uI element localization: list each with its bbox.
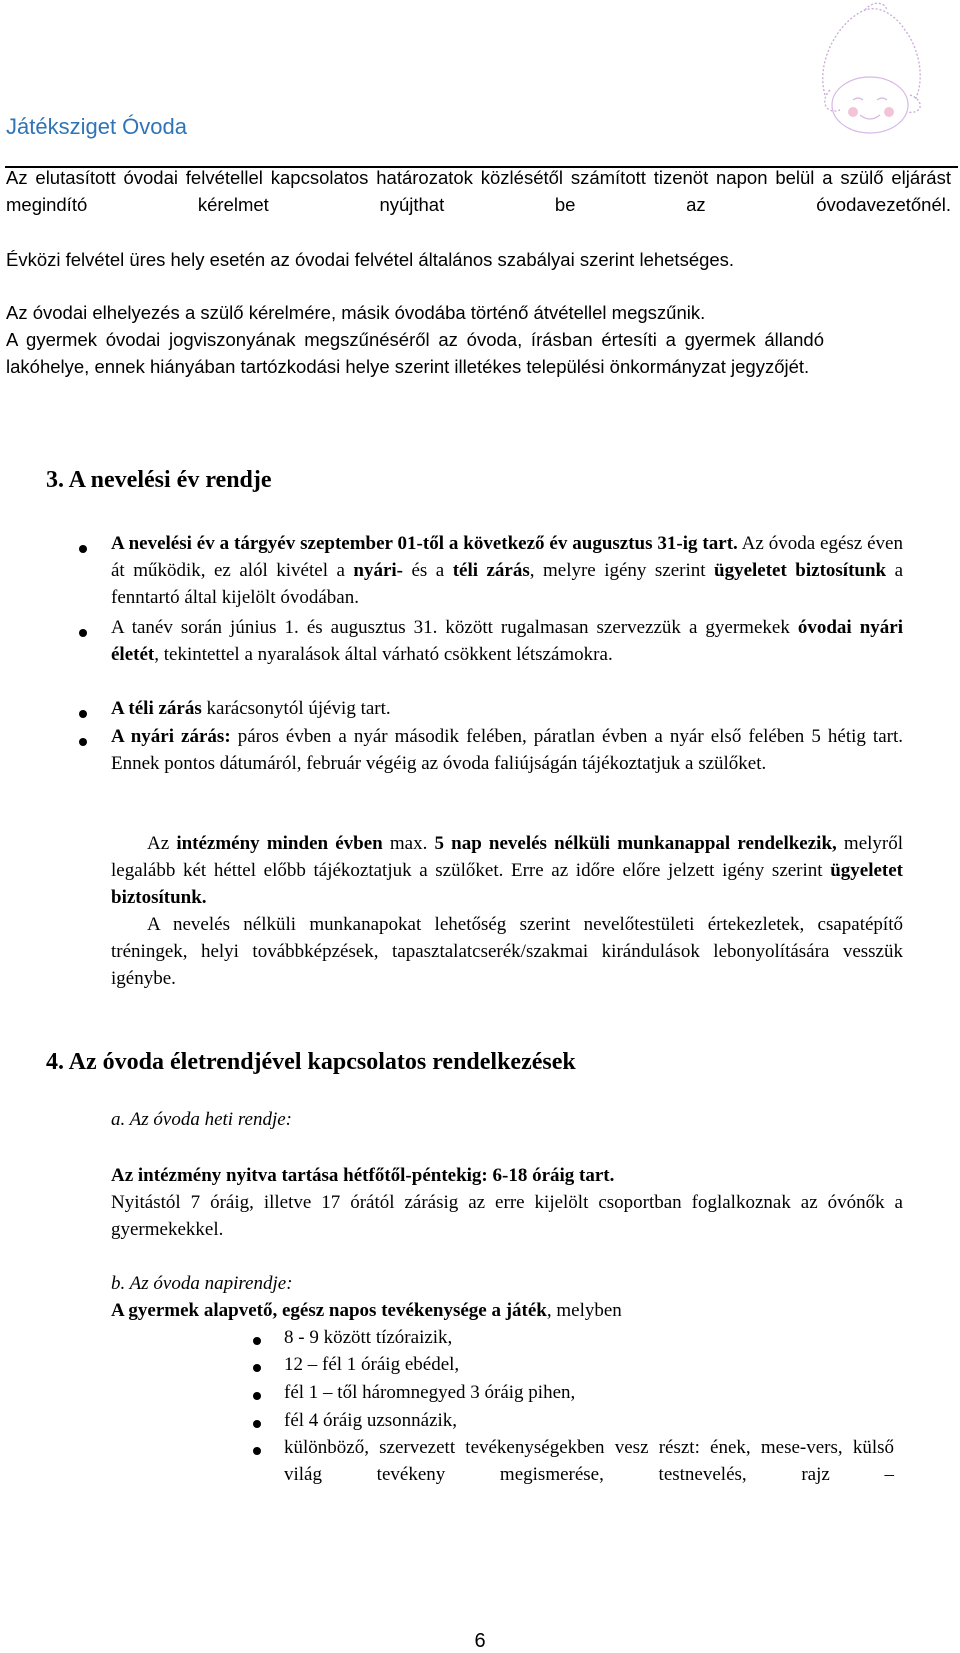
bullet [253,1447,261,1455]
bold-run: intézmény minden évben [176,833,383,854]
text-run: karácsonytól újévig tart. [201,698,391,719]
bold-run: Az intézmény nyitva tartása hétfőtől-péntekig: 6-18 óráig tart. [111,1165,615,1186]
bold-run: téli zárás [452,560,530,581]
text-run: , tekintettel a nyaralások által várható csökkent létszámokra. [154,644,613,665]
section-4-b-intro [111,1297,903,1324]
bullet [253,1392,261,1400]
intro-paragraph-2: Évközi felvétel üres hely esetén az óvodai felvétel általános szabályai szerint lehetséges. [6,249,735,270]
text-run: és a [402,560,453,581]
bold-run: ügyeletet biztosítunk [714,560,887,581]
bold-run: A gyermek alapvető, egész napos tevékenysége a játék [111,1300,547,1321]
intro-paragraph-1: Az elutasított óvodai felvétellel kapcsolatos határozatok közlésétől számított tizenöt napon belül a szülő eljárást megindító kérelmet nyújthat be az óvodavezetőnél. [6,167,951,215]
schedule-item: 8 - 9 között tízóraizik, [284,1327,453,1348]
bullet [253,1364,261,1372]
bullet-1-bold: A nevelési év a tárgyév szeptember 01-től a következő év augusztus 31-ig tart. [111,533,738,554]
schedule-item: fél 4 óráig uzsonnázik, [284,1410,458,1431]
page-number: 6 [474,1630,486,1652]
bold-run: nyári- [353,560,403,581]
section-3-paragraph-2: A nevelés nélküli munkanapokat lehetőség szerint nevelőtestületi értekezletek, csapatépítő tréningek, helyi továbbképzések, tapasztalatcserék/szakmai kirándulások lebonyolítására vesszük igénybe. [111,914,903,989]
section-4-a-bold [111,1162,903,1189]
text-run: , melyben [546,1300,622,1321]
italic-run: b. Az óvoda napirendje: [111,1273,293,1294]
text-run: , melyre igény szerint [529,560,715,581]
section-4-a-text: Nyitástól 7 óráig, illetve 17 órától zárásig az erre kijelölt csoportban foglalkoznak az óvónők a gyermekekkel. [111,1192,903,1240]
child-face-logo [785,0,935,140]
bullet [79,738,87,746]
bullet [79,710,87,718]
section-3-bullet-3 [111,695,903,722]
section-4-heading: 4. Az óvoda életrendjével kapcsolatos rendelkezések [46,1049,576,1075]
italic-run: a. Az óvoda heti rendje: [111,1109,292,1130]
section-4-subheading-b [111,1270,293,1297]
text-run: Az [147,833,177,854]
text-run: melyről legalább két héttel előbb tájékoztatjuk a szülőket. Erre az időre előre jelzett igény szerint [111,833,904,881]
text-run: Az óvoda egész éven át működik, ez alól kivétel a [111,533,903,581]
header-title: Játéksziget Óvoda [6,114,187,139]
schedule-item: 12 – fél 1 óráig ebédel, [284,1354,460,1375]
bold-run: 5 nap nevelés nélküli munkanappal rendelkezik, [434,833,837,854]
bold-run: A nyári zárás: [111,726,231,747]
section-3-bullet-4 [111,723,903,777]
text-run: páros évben a nyár második felében, páratlan évben a nyár első felében 5 hétig tart. Ennek pontos dátumáról, február végéig az óvoda faliújságán tájékoztatjuk a szülőket. [111,726,903,774]
bullet [79,545,87,553]
bullet [253,1420,261,1428]
section-3-paragraph-1 [111,830,903,911]
text-run: A tanév során június 1. és augusztus 31. között rugalmasan szervezzük a gyermekek [111,617,798,638]
section-3-heading: 3. A nevelési év rendje [46,467,272,493]
bullet [79,629,87,637]
text-run: a fenntartó által kijelölt óvodában. [111,560,904,608]
bold-run: óvodai nyári életét [111,617,903,665]
bullet [253,1337,261,1345]
intro-paragraph-3: Az óvodai elhelyezés a szülő kérelmére, másik óvodába történő átvétellel megszűnik. [6,302,706,323]
section-3-bullet-2 [111,614,903,668]
schedule-item: fél 1 – től háromnegyed 3 óráig pihen, [284,1382,576,1403]
text-run: max. [382,833,435,854]
schedule-item: különböző, szervezett tevékenységekben vesz részt: ének, mese-vers, külső világ tevékeny megismerése, testnevelés, rajz – [284,1437,894,1485]
bold-run: ügyeletet biztosítunk. [111,860,903,908]
section-3-bullet-1 [111,530,903,611]
bold-run: A téli zárás [111,698,202,719]
section-4-subheading-a [111,1106,292,1133]
intro-paragraph-4: A gyermek óvodai jogviszonyának megszűnéséről az óvoda, írásban értesíti a gyermek állandó lakóhelye, ennek hiányában tartózkodási helye szerint illetékes települési önkormányzat jegyzőjét. [6,329,824,377]
